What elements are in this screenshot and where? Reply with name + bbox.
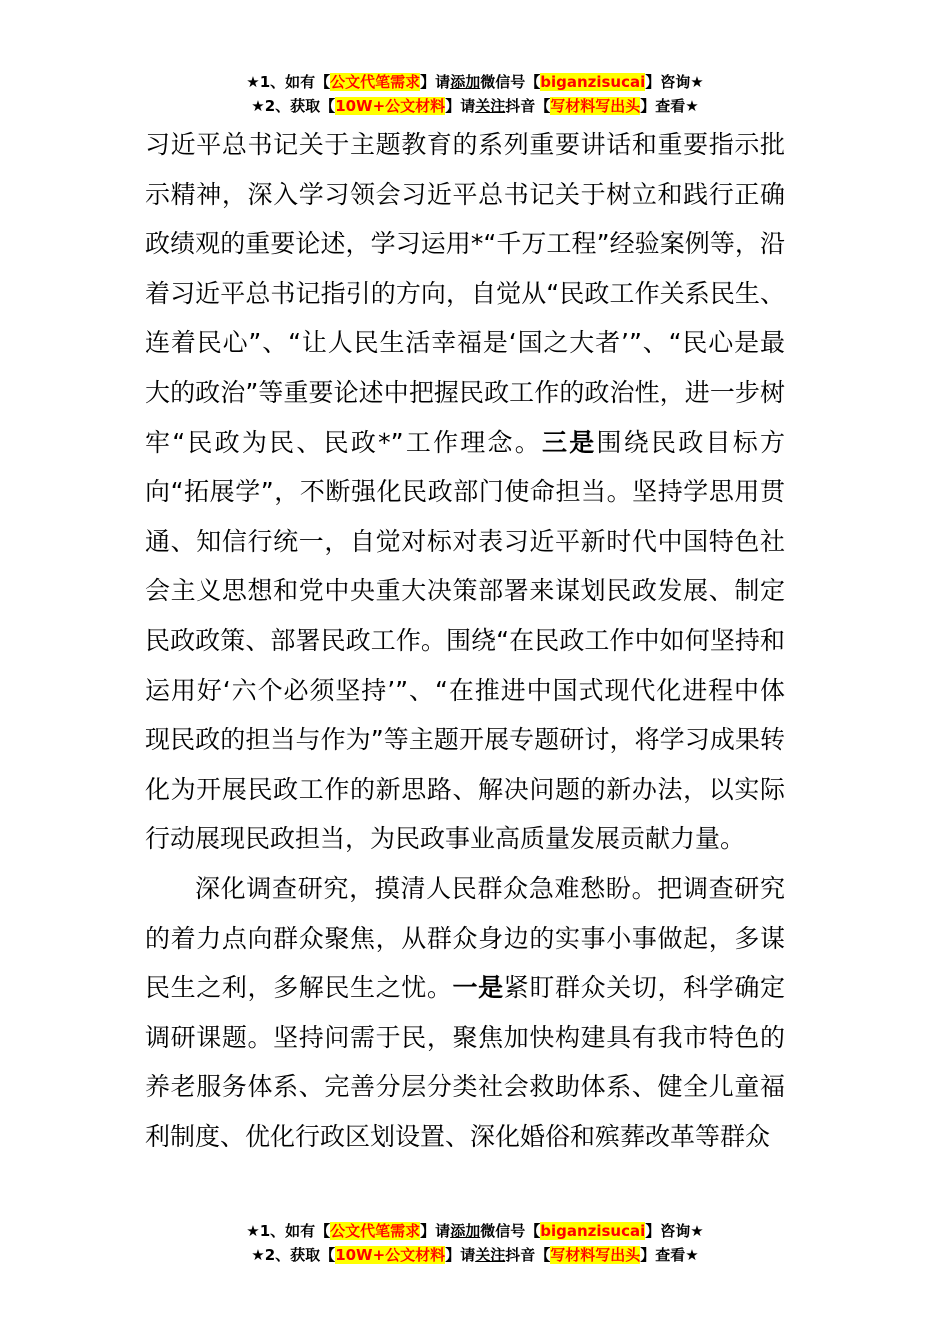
- footer-banner: [0, 1219, 950, 1267]
- banner-line-1: ★1、如有【公文代笔需求】请添加微信号【biganzisucai】咨询★: [246, 1222, 704, 1240]
- paragraph-2: 深化调查研究，摸清人民群众急难愁盼。把调查研究的着力点向群众聚焦，从群众身边的实事小事做起，多谋民生之利，多解民生之忧。一是紧盯群众关切，科学确定调研课题。坚持问需于民，聚焦加快构建具有我市特色的养老服务体系、完善分层分类社会救助体系、健全儿童福利制度、优化行政区划设置、深化婚俗和殡葬改革等群众: [145, 873, 785, 1151]
- highlight-wechat-id: biganzisucai: [540, 73, 646, 91]
- header-banner: [0, 70, 950, 118]
- banner-line-1: ★1、如有【公文代笔需求】请添加微信号【biganzisucai】咨询★: [246, 73, 704, 91]
- highlight-materials: 10W+公文材料: [335, 1246, 446, 1264]
- highlight-wechat-id: biganzisucai: [540, 1222, 646, 1240]
- highlight-service: 公文代笔需求: [330, 73, 421, 91]
- highlight-douyin: 写材料写出头: [550, 1246, 641, 1264]
- highlight-materials: 10W+公文材料: [335, 97, 446, 115]
- document-body: [145, 120, 785, 1161]
- highlight-service: 公文代笔需求: [330, 1222, 421, 1240]
- highlight-douyin: 写材料写出头: [550, 97, 641, 115]
- banner-line-2: ★2、获取【10W+公文材料】请关注抖音【写材料写出头】查看★: [251, 97, 699, 115]
- paragraph-1: 习近平总书记关于主题教育的系列重要讲话和重要指示批示精神，深入学习领会习近平总书记关于树立和践行正确政绩观的重要论述，学习运用*“千万工程”经验案例等，沿着习近平总书记指引的方向，自觉从“民政工作关系民生、连着民心”、“让人民生活幸福是‘国之大者’”、“民心是最大的政治”等重要论述中把握民政工作的政治性，进一步树牢“民政为民、民政*”工作理念。三是围绕民政目标方向“拓展学”，不断强化民政部门使命担当。坚持学思用贯通、知信行统一，自觉对标对表习近平新时代中国特色社会主义思想和党中央重大决策部署来谋划民政发展、制定民政政策、部署民政工作。围绕“在民政工作中如何坚持和运用好‘六个必须坚持’”、“在推进中国式现代化进程中体现民政的担当与作为”等主题开展专题研讨，将学习成果转化为开展民政工作的新思路、解决问题的新办法，以实际行动展现民政担当，为民政事业高质量发展贡献力量。: [145, 130, 785, 854]
- banner-line-2: ★2、获取【10W+公文材料】请关注抖音【写材料写出头】查看★: [251, 1246, 699, 1264]
